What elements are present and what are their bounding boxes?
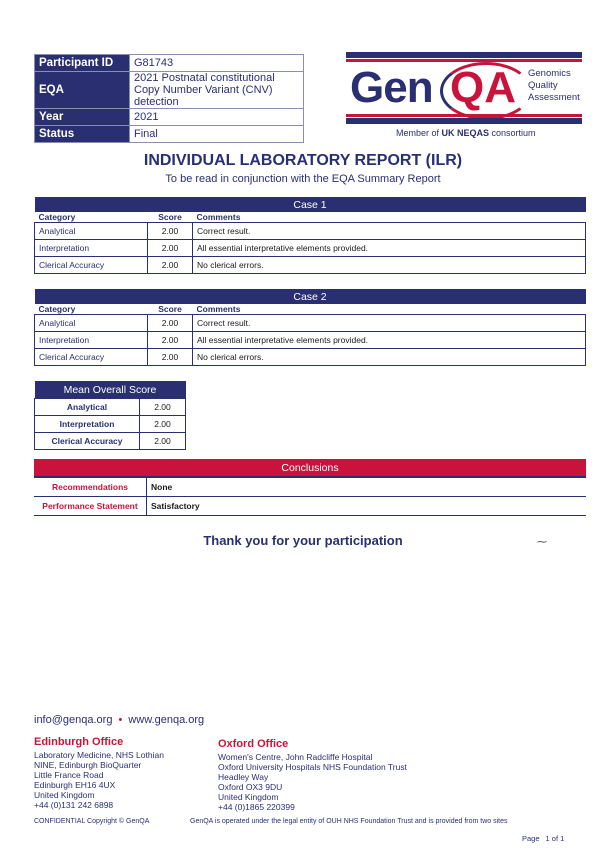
conclusion-value: Satisfactory xyxy=(147,497,587,516)
info-key: Status xyxy=(35,126,130,143)
col-score: Score xyxy=(148,304,193,315)
row-score: 2.00 xyxy=(148,257,193,274)
page-value: 1 of 1 xyxy=(545,834,565,843)
info-value: 2021 Postnatal constitutional Copy Number Variant (CNV) detection xyxy=(130,72,304,109)
row-category: Clerical Accuracy xyxy=(35,257,148,274)
address-line: +44 (0)1865 220399 xyxy=(218,802,295,812)
col-comments: Comments xyxy=(193,212,586,223)
logo-sub-line: Genomics xyxy=(528,68,571,79)
member-org: UK NEQAS xyxy=(441,128,490,138)
mean-category: Clerical Accuracy xyxy=(35,433,140,450)
member-pre: Member of xyxy=(396,128,442,138)
table-row xyxy=(35,349,586,366)
table-row xyxy=(35,240,586,257)
col-category: Category xyxy=(35,304,148,315)
logo-subtitle xyxy=(528,68,580,104)
logo-sub-line: Assessment xyxy=(528,92,580,103)
row-category: Interpretation xyxy=(35,240,148,257)
case2-title: Case 2 xyxy=(35,289,586,304)
legal-notice: GenQA is operated under the legal entity of OUH NHS Foundation Trust and is provided from two sites xyxy=(190,818,508,825)
oxford-office xyxy=(218,737,407,812)
conclusions-title: Conclusions xyxy=(34,459,586,477)
logo-bottom-bar xyxy=(346,118,582,124)
case1-title: Case 1 xyxy=(35,197,586,212)
website-link[interactable]: www.genqa.org xyxy=(128,714,205,726)
logo-gen-text: Gen xyxy=(350,63,433,112)
info-value: Final xyxy=(130,126,304,143)
row-category: Analytical xyxy=(35,223,148,240)
col-category: Category xyxy=(35,212,148,223)
address-line: NINE, Edinburgh BioQuarter xyxy=(34,760,142,770)
col-comments: Comments xyxy=(193,304,586,315)
report-subtitle: To be read in conjunction with the EQA Summary Report xyxy=(165,173,441,185)
row-comment: All essential interpretative elements provided. xyxy=(193,332,586,349)
mean-category: Analytical xyxy=(35,399,140,416)
genqa-logo xyxy=(346,52,586,128)
address-line: United Kingdom xyxy=(34,790,95,800)
table-row xyxy=(35,399,186,416)
address-line: +44 (0)131 242 6898 xyxy=(34,800,114,810)
info-row xyxy=(35,109,304,126)
table-row xyxy=(35,433,186,450)
conclusion-value: None xyxy=(147,477,587,497)
member-post: consortium xyxy=(489,128,536,138)
logo-qa-text: QA xyxy=(450,63,516,112)
address-line: Oxford University Hospitals NHS Foundation Trust xyxy=(218,762,407,772)
page-label: Page xyxy=(522,834,540,843)
table-row xyxy=(35,315,586,332)
mean-category: Interpretation xyxy=(35,416,140,433)
info-key: Participant ID xyxy=(35,55,130,72)
participant-info-table xyxy=(34,54,304,143)
conclusion-label: Recommendations xyxy=(34,477,147,497)
row-category: Interpretation xyxy=(35,332,148,349)
row-comment: Correct result. xyxy=(193,223,586,240)
case1-table xyxy=(34,197,586,274)
address-line: Women's Centre, John Radcliffe Hospital xyxy=(218,752,373,762)
mean-score: 2.00 xyxy=(140,433,186,450)
row-comment: Correct result. xyxy=(193,315,586,332)
mean-score: 2.00 xyxy=(140,399,186,416)
scan-mark: ⁓ xyxy=(537,537,547,548)
contact-line xyxy=(34,714,204,726)
info-row xyxy=(35,55,304,72)
office-heading: Edinburgh Office xyxy=(34,736,124,748)
row-comment: No clerical errors. xyxy=(193,349,586,366)
edinburgh-office xyxy=(34,735,164,810)
info-key: Year xyxy=(35,109,130,126)
email-link[interactable]: info@genqa.org xyxy=(34,714,113,726)
row-score: 2.00 xyxy=(148,332,193,349)
col-score: Score xyxy=(148,212,193,223)
table-row xyxy=(35,223,586,240)
logo-top-bar xyxy=(346,52,582,58)
info-key: EQA xyxy=(35,72,130,109)
conclusions-table xyxy=(34,459,586,516)
membership-line xyxy=(396,128,536,138)
row-comment: No clerical errors. xyxy=(193,257,586,274)
row-category: Clerical Accuracy xyxy=(35,349,148,366)
row-score: 2.00 xyxy=(148,315,193,332)
table-row xyxy=(35,332,586,349)
mean-score: 2.00 xyxy=(140,416,186,433)
row-score: 2.00 xyxy=(148,223,193,240)
row-score: 2.00 xyxy=(148,240,193,257)
report-title: INDIVIDUAL LABORATORY REPORT (ILR) xyxy=(143,152,463,169)
table-row xyxy=(35,416,186,433)
address-line: United Kingdom xyxy=(218,792,279,802)
mean-score-table xyxy=(34,381,186,450)
conclusion-label: Performance Statement xyxy=(34,497,147,516)
case2-table xyxy=(34,289,586,366)
mean-title: Mean Overall Score xyxy=(35,381,186,399)
address-line: Laboratory Medicine, NHS Lothian xyxy=(34,750,164,760)
table-row xyxy=(34,497,586,516)
info-row xyxy=(35,126,304,143)
info-value: G81743 xyxy=(130,55,304,72)
office-heading: Oxford Office xyxy=(218,738,289,750)
address-line: Little France Road xyxy=(34,770,104,780)
logo-bottom-accent xyxy=(346,114,582,117)
info-row xyxy=(35,72,304,109)
separator-dot: • xyxy=(118,714,123,726)
table-row xyxy=(34,477,586,497)
logo-sub-line: Quality xyxy=(528,80,558,91)
page-number xyxy=(522,834,564,843)
thank-you-message: Thank you for your participation xyxy=(203,533,403,548)
info-value: 2021 xyxy=(130,109,304,126)
row-comment: All essential interpretative elements provided. xyxy=(193,240,586,257)
address-line: Edinburgh EH16 4UX xyxy=(34,780,116,790)
table-row xyxy=(35,257,586,274)
logo-top-accent xyxy=(346,59,582,62)
row-score: 2.00 xyxy=(148,349,193,366)
address-line: Oxford OX3 9DU xyxy=(218,782,283,792)
address-line: Headley Way xyxy=(218,772,269,782)
row-category: Analytical xyxy=(35,315,148,332)
confidential-notice: CONFIDENTIAL Copyright © GenQA xyxy=(34,818,150,825)
